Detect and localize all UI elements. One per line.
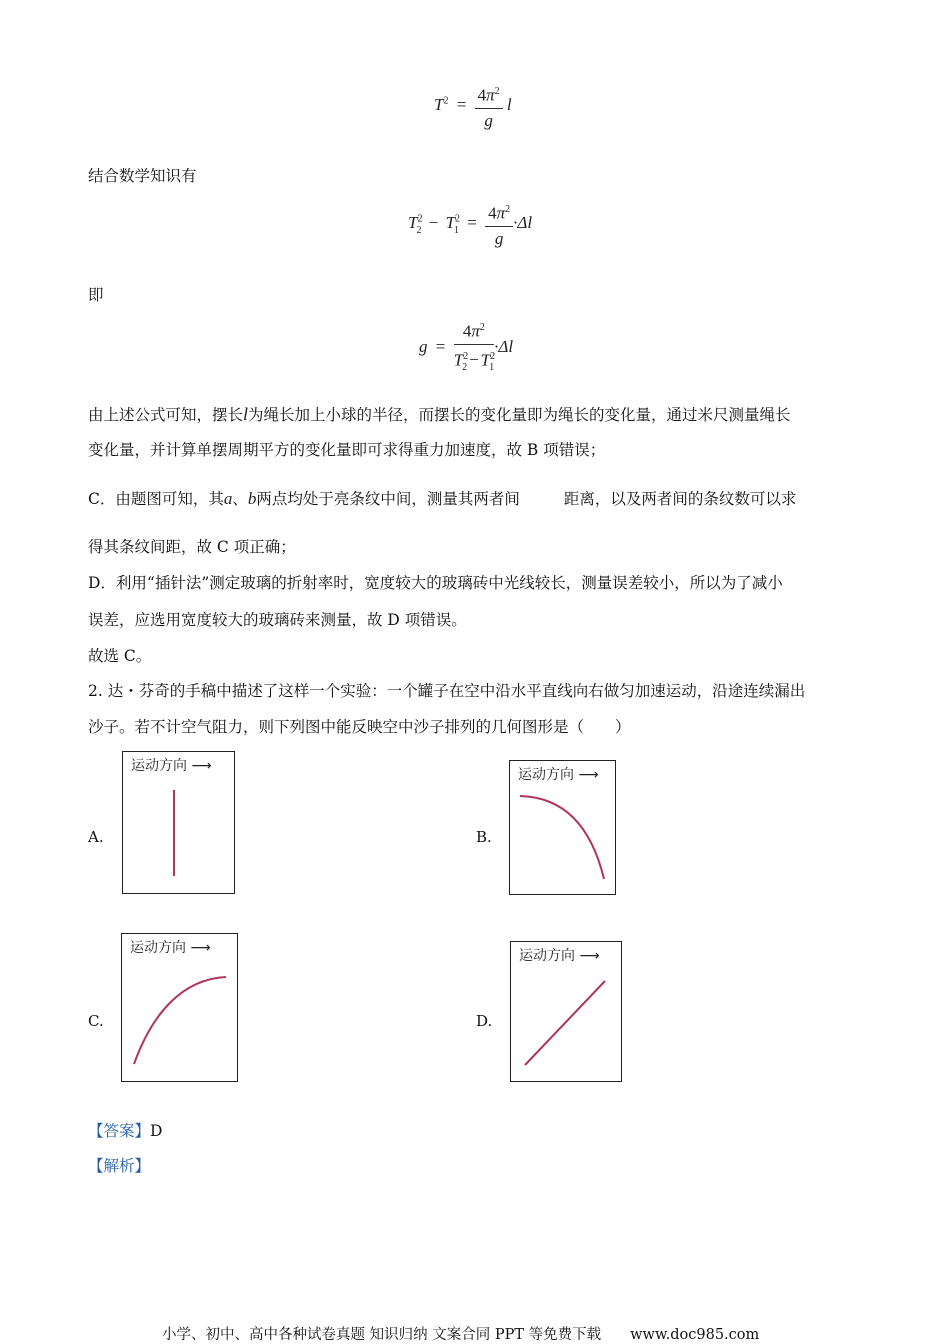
footer-ad[interactable]: 小学、初中、高中各种试卷真题 知识归纳 文案合同 PPT 等免费下载 www.doc985.com	[162, 1327, 760, 1343]
sand-trajectory-upward-curve	[134, 977, 226, 1064]
analysis-heading: 【解析】	[88, 1157, 151, 1175]
motion-direction-label: 运动方向	[519, 948, 575, 964]
text-combine: 结合数学知识有	[88, 167, 197, 185]
arrow-right-icon: ⟶	[574, 767, 599, 783]
option-b-label[interactable]: B.	[476, 828, 492, 846]
motion-direction-label: 运动方向	[131, 758, 187, 774]
analysis-b-line1: 由上述公式可知，摆长l为绳长加上小球的半径，而摆长的变化量即为绳长的变化量，通过米尺测量绳长	[88, 404, 791, 424]
arrow-right-icon: ⟶	[187, 758, 212, 774]
question-2-line1: 2. 达・芬奇的手稿中描述了这样一个实验：一个罐子在空中沿水平直线向右做匀加速运动，沿途连续漏出	[88, 682, 806, 700]
analysis-d-line2: 误差，应选用宽度较大的玻璃砖来测量，故 D 项错误。	[88, 611, 467, 629]
analysis-b-line2: 变化量，并计算单摆周期平方的变化量即可求得重力加速度，故 B 项错误；	[88, 441, 606, 459]
option-a-label[interactable]: A.	[88, 828, 104, 846]
option-d-label[interactable]: D.	[476, 1012, 493, 1030]
formula-1: $T^2$ = $\frac{4\pi^2}{g}$ l	[434, 80, 512, 136]
analysis-c-line1: C．由题图可知，其a、b两点均处于亮条纹中间，测量其两者间 距离，以及两者间的条纹数可以求	[88, 489, 797, 508]
option-c-label[interactable]: C.	[88, 1012, 104, 1030]
question-2-line2: 沙子。若不计空气阻力，则下列图中能反映空中沙子排列的几何图形是（ ）	[88, 718, 631, 736]
formula-2: $T^2_2 - T^2_1$ = $\frac{4\pi^2}{g}$ ·Δl	[408, 198, 532, 254]
motion-direction-label: 运动方向	[130, 940, 186, 956]
analysis-d-line1: D．利用“插针法”测定玻璃的折射率时，宽度较大的玻璃砖中光线较长，测量误差较小，所以为了减小	[88, 574, 783, 592]
option-d-plot	[511, 942, 621, 1081]
option-c-figure[interactable]	[121, 933, 238, 1082]
sand-trajectory-downward-curve	[520, 796, 604, 879]
choose-c: 故选 C。	[88, 647, 152, 665]
option-a-plot	[123, 752, 234, 893]
arrow-right-icon: ⟶	[186, 940, 211, 956]
option-d-figure[interactable]	[510, 941, 622, 1082]
option-b-plot	[510, 761, 615, 894]
option-c-plot	[122, 934, 237, 1081]
arrow-right-icon: ⟶	[575, 948, 600, 964]
answer-value: D	[150, 1122, 163, 1140]
text-ji: 即	[88, 286, 104, 304]
answer-label: 答案	[103, 1122, 135, 1140]
option-b-figure[interactable]	[509, 760, 616, 895]
answer: 【答案】D	[88, 1122, 163, 1140]
formula-3: g = $\frac{4\pi^2}{T^2_2 - T^2_1}$ ·Δl	[419, 316, 513, 376]
motion-direction-label: 运动方向	[518, 767, 574, 783]
sand-trajectory-diagonal	[525, 981, 605, 1065]
option-a-figure[interactable]	[122, 751, 235, 894]
analysis-c-line2: 得其条纹间距，故 C 项正确；	[88, 538, 296, 556]
